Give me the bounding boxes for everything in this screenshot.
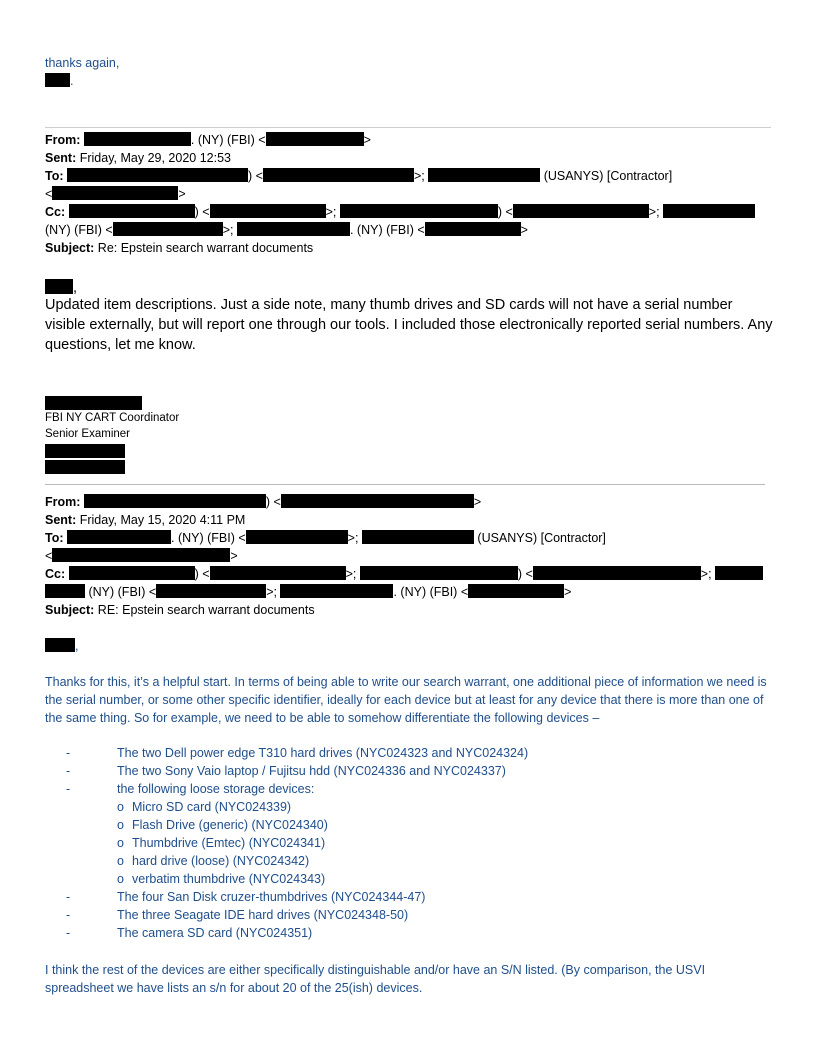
from-line: From: ) < > [45,495,482,509]
subject-line: Subject: Re: Epstein search warrant documents [45,241,314,255]
redaction-block [425,222,521,236]
redaction-block [45,279,73,294]
redaction-block [156,584,266,598]
to-line-continued: < > [45,187,186,201]
redaction-block [45,638,75,652]
greeting: , [45,638,78,654]
sub-list-item: o hard drive (loose) (NYC024342) [117,854,310,868]
to-line: To: . (NY) (FBI) < >; (USANYS) [Contractor] [45,531,606,545]
redaction-block [45,73,70,87]
redaction-block [45,584,85,598]
greeting: , [45,278,77,298]
redaction-block [468,584,564,598]
cc-line-continued: (NY) (FBI) < >; . (NY) (FBI) < > [45,223,528,237]
signature-phone-redacted [45,444,125,460]
redaction-block [52,186,178,200]
redaction-block [263,168,414,182]
list-item: - The three Seagate IDE hard drives (NYC024348-50) [66,908,409,922]
redaction-block [210,204,326,218]
separator-line [45,127,771,128]
message-intro: Thanks for this, it’s a helpful start. In terms of being able to write our search warrant, one additional piece of information we need is the serial number, or some other specific identifier, ideally for each device but at least for any device that there is more than one of the same thing. So for example, we need to be able to somehow differentiate the following devices – [45,675,767,725]
signature-role: Senior Examiner [45,428,131,440]
signature-name-redacted [45,396,142,412]
redaction-block [67,530,171,544]
message-body: Updated item descriptions. Just a side note, many thumb drives and SD cards will not have a serial number visible externally, but will report one through our tools. I included those electronically reported serial numbers. Any questions, let me know. [45,297,773,353]
to-line: To: ) < >; (USANYS) [Contractor] [45,169,673,183]
closing-line: thanks again, [45,56,120,70]
sub-list-item: o Flash Drive (generic) (NYC024340) [117,818,328,832]
list-item: - The two Sony Vaio laptop / Fujitsu hdd (NYC024336 and NYC024337) [66,764,506,778]
redaction-block [428,168,540,182]
redaction-block [67,168,248,182]
redaction-block [45,444,125,458]
list-item: - the following loose storage devices: [66,782,315,796]
redaction-block [533,566,701,580]
sub-list-item: o Micro SD card (NYC024339) [117,800,292,814]
redaction-block [513,204,649,218]
from-line: From: . (NY) (FBI) < > [45,133,371,147]
redaction-block [237,222,350,236]
redaction-block [113,222,223,236]
cc-line: Cc: ) < >; ) < >; [45,566,763,582]
redaction-block [246,530,348,544]
redaction-block [69,566,195,580]
separator-line [45,484,765,485]
closing-paragraph: I think the rest of the devices are either specifically distinguishable and/or have an S/N listed. (By comparison, the USVI spreadsheet we have lists an s/n for about 20 of the 25(ish) devices. [45,963,706,995]
list-item: - The four San Disk cruzer-thumbdrives (NYC024344-47) [66,890,426,904]
list-item: - The two Dell power edge T310 hard drives (NYC024323 and NYC024324) [66,746,529,760]
redaction-block [84,132,191,146]
signature-title: FBI NY CART Coordinator [45,412,180,424]
redaction-block [281,494,474,508]
redaction-block [69,204,195,218]
sub-list-item: o verbatim thumbdrive (NYC024343) [117,872,326,886]
cc-line: Cc: ) < >; ) < >; [45,204,755,220]
redaction-block [280,584,393,598]
redaction-block [45,396,142,410]
subject-line: Subject: RE: Epstein search warrant documents [45,603,315,617]
redaction-block [340,204,498,218]
redaction-block [52,548,230,562]
redaction-block [360,566,518,580]
signature-redacted: . [45,73,73,89]
list-item: - The camera SD card (NYC024351) [66,926,313,940]
cc-line-continued: (NY) (FBI) < >; . (NY) (FBI) < > [45,584,571,600]
redaction-block [362,530,474,544]
redaction-block [45,460,125,474]
to-line-continued: < > [45,549,238,563]
redaction-block [266,132,364,146]
redaction-block [84,494,266,508]
redaction-block [715,566,763,580]
sub-list-item: o Thumbdrive (Emtec) (NYC024341) [117,836,326,850]
sent-line: Sent: Friday, May 29, 2020 12:53 [45,151,231,165]
redaction-block [663,204,755,218]
sent-line: Sent: Friday, May 15, 2020 4:11 PM [45,513,246,527]
redaction-block [210,566,346,580]
signature-email-redacted [45,460,125,476]
